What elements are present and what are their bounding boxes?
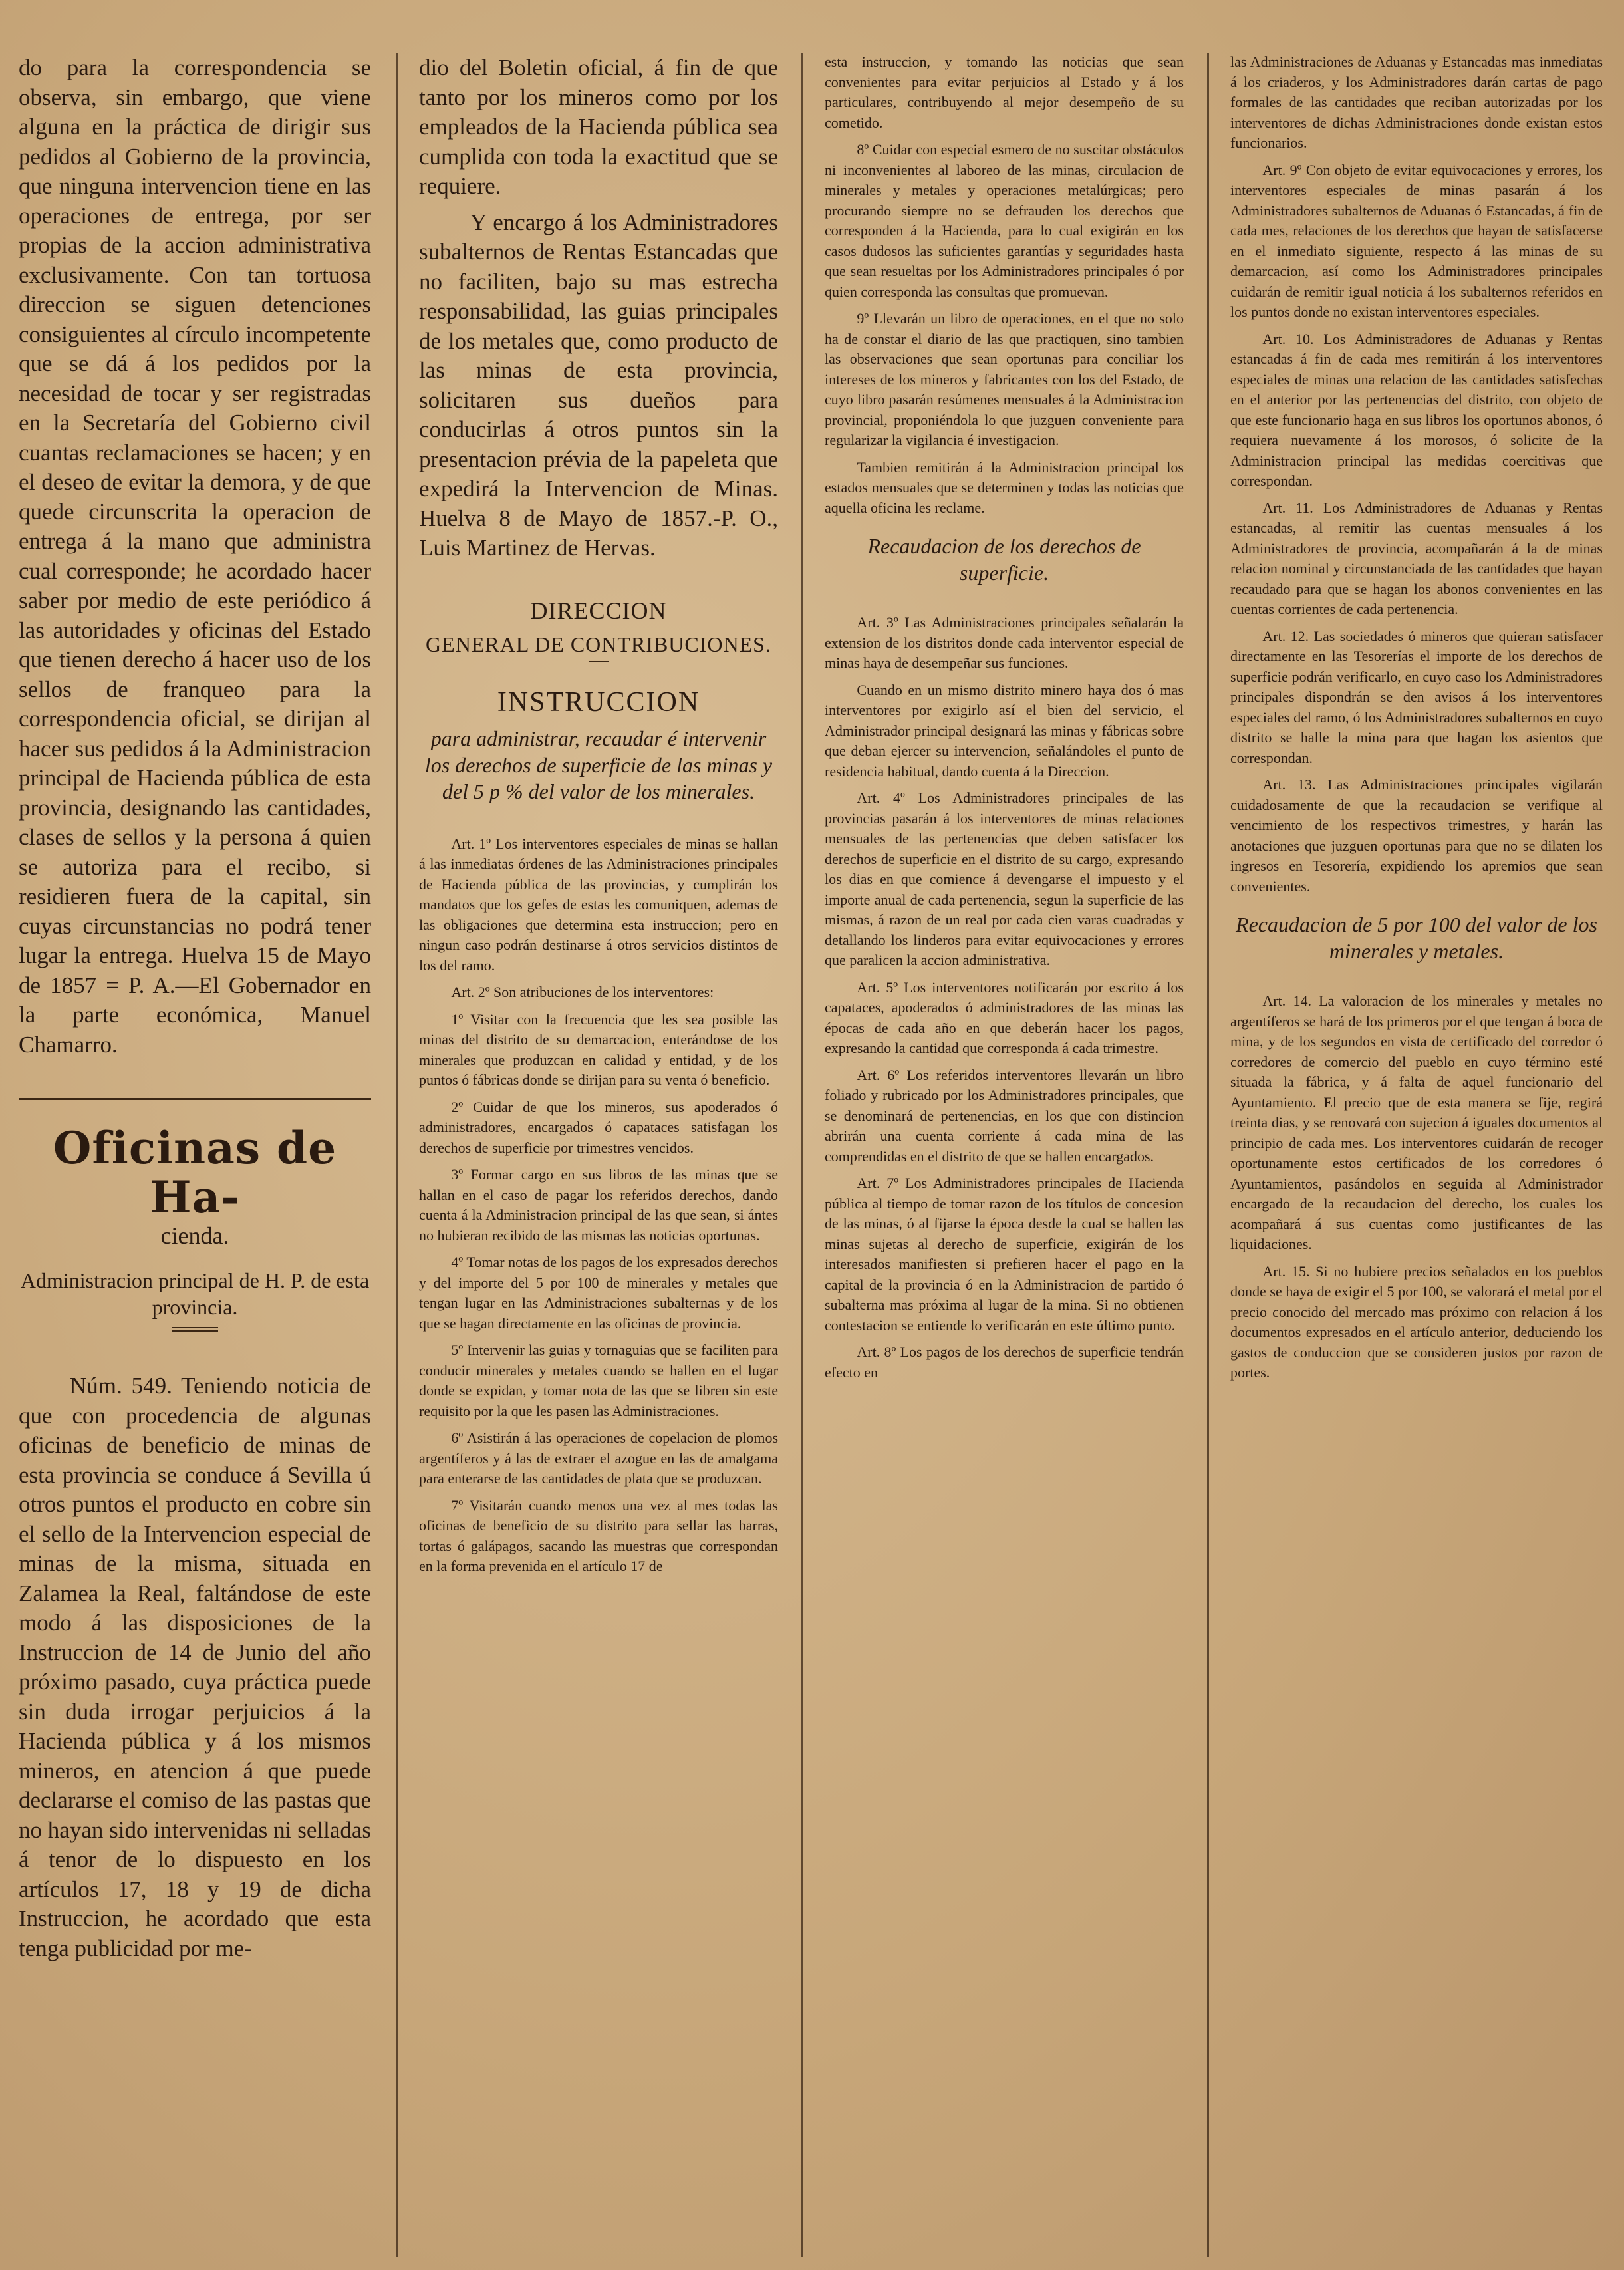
column-2 [419,53,778,2257]
article-13: Art. 13. Las Administraciones principales vigilarán cuidadosamente de que la recaudacion se verifique al vencimiento de los respectivos trimestres, y harán las anotaciones que juzguen oportunas para que no se dilaten los ingresos en Tesorería, expidiendo los apremios que sean convenientes. [1230,776,1603,895]
article-6: Art. 6º Los referidos interventores llevarán un libro foliado y rubricado por los Administradores principales, que se denominará de pertenencias, en los que con distincion abrirán una cuenta corriente á cada mina de las comprendidas en el distrito de que se hallen encargados. [825,1066,1184,1165]
article-9: Art. 9º Con objeto de evitar equivocaciones y errores, los interventores especiales de minas pasarán á los Administradores subalternos de Aduanas ó Estancadas, á fin de cada mes, relaciones de los derechos que hayan de satisfacerse en el inmediato siguiente, respecto á las minas de su demarcacion, así como los Administradores principales cuidarán de remitir igual noticia á los subalternos referidos en los puntos donde no existan interventores especiales. [1230,161,1603,320]
article-2-item: 4º Tomar notas de los pagos de los expresados derechos y del importe del 5 por 100 de minerales y metales que tengan lugar en las Administraciones subalternas y de los que se hagan directamente en las oficinas de provincia. [419,1254,778,1332]
article-2-item: 6º Asistirán á las operaciones de copelacion de plomos argentíferos y á las de extraer el azogue en las de amalgama para enterarse de las cantidades de plata que se produzcan. [419,1429,778,1487]
superficie-heading: Recaudacion de los derechos de superficie. [867,534,1141,585]
article-7: Art. 7º Los Administradores principales de Hacienda pública al tiempo de tomar razon de los títulos de concesion de las minas, ó al fijarse la época desde la cual se hallen las minas sujetas al derecho de superficie, exigirán de los interesados manifiesten si prefieren hacer el pago en la capital de la provincia ó en la Administracion de partido ó subalterna mas próxima al lugar de la mina. Si no obtienen contestacion se entiende lo verificarán en este último punto. [825,1175,1184,1334]
instruccion-heading: INSTRUCCION [497,686,700,718]
direccion-general-heading: GENERAL DE CONTRIBUCIONES. [426,632,771,656]
ornamental-divider [19,1098,371,1107]
column-1 [19,53,371,2257]
column-rule [801,53,803,2257]
article-15: Art. 15. Si no hubiere precios señalados en los pueblos donde se haya de exigir el 5 por 100, se valorará el metal por el precio conocido del mercado mas próximo con relacion á los documentos expresados en el artículo anterior, deduciendo los gastos de conduccion que se consideren justos por razon de portes. [1230,1262,1603,1381]
section-subtitle: Administracion principal de H. P. de esta provincia. [20,1268,370,1319]
article-1: Art. 1º Los interventores especiales de minas se hallan á las inmediatas órdenes de las Administraciones principales de Hacienda pública de las provincias, y cumplirán los mandatos que los gefes de estas les comuniquen, ademas de las obligaciones que determina esta instruccion; pero en ningun caso podrán destinarse á otros servicios distintos de los del ramo. [419,835,778,974]
article-3-paragraph: Cuando en un mismo distrito minero haya dos ó mas interventores por exigirlo así el bien del servicio, el Administrador principal designará las minas y fábricas sobre que deban ejercer su intervencion, señalándoles el punto de residencia habitual, dando cuenta á la Direccion. [825,681,1184,780]
section-title-continuation: cienda. [160,1222,229,1249]
article-2-item: 2º Cuidar de que los mineros, sus apoderados ó administradores, encargados ó capataces satisfagan los derechos de superficie por trimestres vencidos. [419,1098,778,1156]
article-8: Art. 8º Los pagos de los derechos de superficie tendrán efecto en [825,1344,1184,1381]
article-2-item: 8º Cuidar con especial esmero de no suscitar obstáculos ni inconvenientes al laboreo de las minas, circulacion de minerales y metales y operaciones metalúrgicas; pero procurando siempre no se defrauden los derechos que corresponden á la Hacienda, para lo cual exigirán en los casos dudosos las suficientes garantías y seguridades hasta que sean resueltas por los Administradores principales ó por quien corresponda las consultas que promuevan. [825,141,1184,300]
column-rule [396,53,398,2257]
article-3: Art. 3º Las Administraciones principales señalarán la extension de los distritos donde cada interventor especial de minas haya de desempeñar sus funciones. [825,614,1184,671]
short-divider [172,1327,218,1332]
direccion-heading: DIRECCION [530,597,667,624]
col4-continuation: las Administraciones de Aduanas y Estancadas mas inmediatas á los criaderos, y los Administradores darán cartas de pago formales de las cantidades que reciban autorizadas por los interventores de dichas Administraciones donde existan estos funcionarios. [1230,53,1603,151]
article-2-paragraph: Tambien remitirán á la Administracion principal los estados mensuales que se determinen y todas las noticias que aquella oficina les reclame. [825,458,1184,516]
article-2: Art. 2º Son atribuciones de los interventores: [451,984,714,1000]
column-rule [1207,53,1209,2257]
article-2-item: 9º Llevarán un libro de operaciones, en el que no solo ha de constar el diario de las que practiquen, sino tambien las observaciones que sean oportunas para conciliar los intereses de los mineros y fabricantes con los del Estado, de cuyo libro pasarán resúmenes mensuales á la Administracion provincial, proponiéndola lo que juzguen conveniente para regularizar la vigilancia é investigacion. [825,310,1184,448]
article-2-item: 7º Visitarán cuando menos una vez al mes todas las oficinas de beneficio de su distrito para sellar las barras, tortas ó galápagos, sacando las muestras que correspondan en la forma prevenida en el artículo 17 de [419,1496,778,1574]
short-divider [589,661,609,662]
instruccion-subtitle: para administrar, recaudar é intervenir los derechos de superficie de las minas y del 5 p % del valor de los minerales. [424,726,773,803]
section-title: Oficinas de Ha- [53,1122,337,1223]
article-12: Art. 12. Las sociedades ó mineros que quieran satisfacer directamente en las Tesorerías el importe de los derechos de superficie podrán verificarlo, en cuyo caso los Administradores principales dispondrán se den avisos á los interventores especiales del ramo, ó los Administradores subalternos en cuyo distrito se halle la mina para que hagan los asientos que correspondan. [1230,627,1603,766]
article-11: Art. 11. Los Administradores de Aduanas y Rentas estancadas, al remitir las cuentas mensuales á los Administradores de provincia, acompañarán á la de minas relacion nominal y circunstanciada de las cantidades que hayan recaudado para que se hagan los abonos convenientes en las cuentas corrientes de cada pertenencia. [1230,499,1603,617]
article-10: Art. 10. Los Administradores de Aduanas y Rentas estancadas á fin de cada mes remitirán á los interventores especiales de minas una relacion de las cantidades satisfechas en el anterior por las pertenencias del distrito, con objeto de que este funcionario haga en sus libros los oportunos abonos, ó requiera nuevamente á los morosos, ó solicite de la Administracion principal las medidas coercitivas que correspondan. [1230,330,1603,489]
article-2-item: 1º Visitar con la frecuencia que les sea posible las minas del distrito de su demarcacion, enterándose de los minerales que produzcan en calidad y entidad, y de los puntos ó fábricas donde se dirijan para su venta ó beneficio. [419,1010,778,1088]
column-3 [825,52,1184,2257]
col1-continuation: do para la correspondencia se observa, sin embargo, que viene alguna en la práctica de dirigir sus pedidos al Gobierno de la provincia, que ninguna intervencion tiene en las operaciones de entrega, por ser propias de la accion administrativa exclusivamente. Con tan tortuosa direccion se siguen detenciones consiguientes al círculo incompetente que se dá á los pedidos por la necesidad de tocar y ser registradas en la Secretaría del Gobierno civil cuantas reclamaciones se hacen; y en el deseo de evitar la demora, y de que quede circunscrita la operacion de entrega á la mano que administra cual corresponde; he acordado hacer saber por medio de este periódico á las autoridades y oficinas del Estado que tienen derecho á hacer uso de los sellos de franqueo para la correspondencia oficial, se dirijan al hacer sus pedidos á la Administracion principal de Hacienda pública de esta provincia, designando las cantidades, clases de sellos y la persona á quien se autoriza para el recibo, si residieren fuera de la capital, sin cuyas circunstancias no podrá tener lugar la entrega. Huelva 15 de Mayo de 1857 = P. A.—El Gobernador en la parte económica, Manuel Chamarro. [19,55,371,1058]
column-4 [1230,52,1603,2257]
article-5: Art. 5º Los interventores notificarán por escrito á los capataces, apoderados ó administradores de las minas las épocas de cada año en que deberán hacer los pagos, expresando la cantidad que corresponda á cada trimestre. [825,978,1184,1056]
five-percent-heading: Recaudacion de 5 por 100 del valor de los minerales y metales. [1236,913,1597,963]
article-4: Art. 4º Los Administradores principales de las provincias pasarán á los interventores de minas relaciones mensuales de las pertenencias que deben satisfacer los derechos de superficie en el distrito de su cargo, expresando los dias en que comience á devengarse el impuesto y el importe anual de cada pertenencia, segun la superficie de las mismas, á razon de un real por cada cien varas cuadradas y detallando los linderos para evitar equivocaciones y errores que paralicen la accion administrativa. [825,789,1184,968]
num-549-paragraph: Núm. 549. Teniendo noticia de que con procedencia de algunas oficinas de beneficio de minas de esta provincia se conduce á Sevilla ú otros puntos el producto en cobre sin el sello de la Intervencion especial de minas de la misma, situada en Zalamea la Real, faltándose de este modo á las disposiciones de la Instruccion de 14 de Junio del año próximo pasado, cuya práctica puede sin duda irrogar perjuicios á la Hacienda pública y á los mismos mineros, en atencion á que puede declararse el comiso de las pastas que no hayan sido intervenidas ni selladas á tenor de lo dispuesto en los artículos 17, 18 y 19 de dicha Instruccion, he acordado que esta tenga publicidad por me- [19,1373,371,1961]
col2-continuation: dio del Boletin oficial, á fin de que tanto por los mineros como por los empleados de la Hacienda pública sea cumplida con toda la exactitud que se requiere. [419,55,778,199]
article-2-item: 5º Intervenir las guias y tornaguias que se faciliten para conducir minerales y metales cuando se hallen en el lugar donde se expidan, y tomar nota de las que se libren sin este requisito por la que les pasen las Administraciones. [419,1342,778,1419]
article-2-item: 3º Formar cargo en sus libros de las minas que se hallan en el caso de pagar los referidos derechos, dando cuenta á la Administracion principal de las que sean, si ántes no hubieran recibido de las mismas las noticias oportunas. [419,1166,778,1244]
col3-continuation: esta instruccion, y tomando las noticias que sean convenientes para evitar perjuicios al Estado y á los particulares, contribuyendo al mejor desempeño de su cometido. [825,53,1184,131]
article-14: Art. 14. La valoracion de los minerales y metales no argentíferos se hará de los primeros por el que tengan á boca de mina, y de los segundos en vista de certificado del corredor ó corredores de comercio del pueblo en cuyo término esté situada la fábrica, y á falta de aquel funcionario del Ayuntamiento. El precio que de esta manera se fije, regirá treinta dias, y se renovará con sujecion á iguales documentos al principio de cada mes. Los interventores cuidarán de recoger oportunamente estos certificados de los corredores ó Ayuntamientos, pasándolos en seguida al Administrador encargado de la recaudacion del derecho, los cuales los acompañará á sus cuentas como justificantes de las liquidaciones. [1230,992,1603,1252]
col2-paragraph: Y encargo á los Administradores subalternos de Rentas Estancadas que no faciliten, bajo su mas estrecha responsabilidad, las guias principales de los metales que, como producto de las minas de esta provincia, solicitaren sus dueños para conducirlas á otros puntos sin la presentacion prévia de la papeleta que expedirá la Intervencion de Minas. Huelva 8 de Mayo de 1857.-P. O., Luis Martinez de Hervas. [419,209,778,561]
